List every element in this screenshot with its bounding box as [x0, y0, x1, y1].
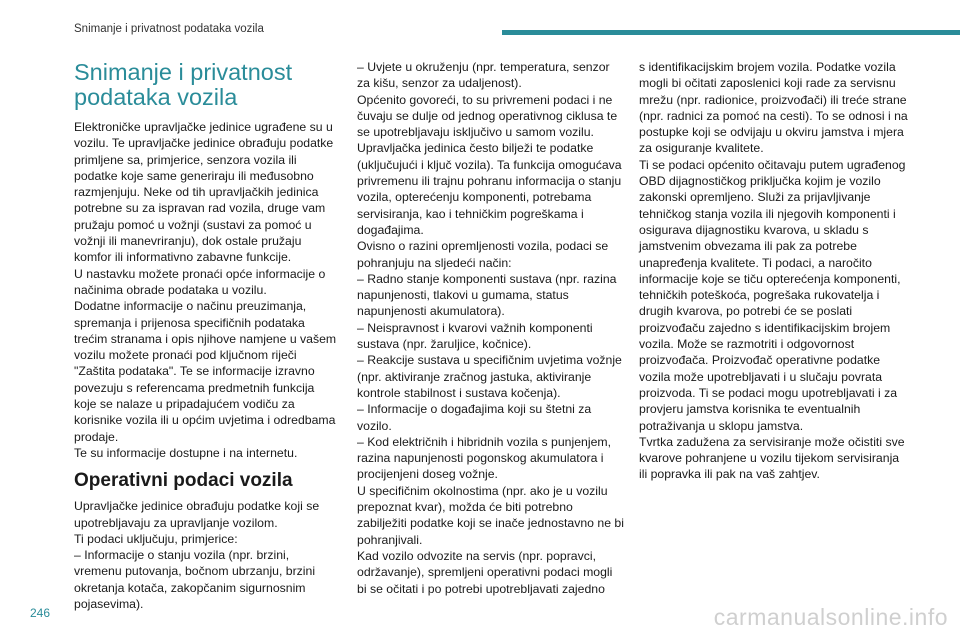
subsection-title: Operativni podaci vozila: [74, 470, 293, 492]
list-item: – Radno stanje komponenti sustava (npr. razina napunjenosti, tlakovi u gumama, status napunjenosti akumulatora).: [357, 271, 617, 319]
section-title: Snimanje i privatnost podataka vozila: [74, 59, 293, 110]
watermark: carmanualsonline.info: [713, 604, 948, 630]
paragraph: U nastavku možete pronaći opće informacije o načinima obrade podataka u vozilu.: [74, 266, 326, 297]
paragraph: Općenito govoreći, to su privremeni podaci i ne čuvaju se dulje od jednog operativnog ciklusa te se upotrebljavaju isključivo u samom vozilu.: [357, 92, 618, 140]
list-item: – Reakcije sustava u specifičnim uvjetima vožnje (npr. aktiviranje zračnog jastuka, aktiviranje kontrole stabilnost i sustava kočenja).: [357, 353, 622, 400]
paragraph: Ovisno o razini opremljenosti vozila, podaci se pohranjuju na sljedeći način:: [357, 239, 609, 270]
paragraph: Dodatne informacije o načinu preuzimanja, spremanja i prijenosa specifičnih podataka trećim stranama i opis njihove namjene u vašem vozilu možete pronaći pod ključnom riječi "Zaštita podataka". Te se informacije izravno povezuju s referencama predmetnih funkcija koje se nalaze u pripadajućem vodiču za korisnike vozila ili u općim uvjetima i odredbama prodaje.: [74, 299, 337, 444]
paragraph: Te su informacije dostupne i na internetu.: [74, 445, 298, 460]
paragraph: Upravljačke jedinice obrađuju podatke koji se upotrebljavaju za upravljanje vozilom.: [74, 499, 320, 530]
running-header-title: Snimanje i privatnost podataka vozila: [74, 23, 264, 35]
paragraph: U specifičnim okolnostima (npr. ako je u vozilu prepoznat kvar), možda će biti potrebno zabilježiti podatke koji se inače jednostavno ne bi pohranjivali.: [357, 483, 624, 547]
paragraph: Ti podaci uključuju, primjerice:: [74, 531, 238, 546]
paragraph: s identifikacijskim brojem vozila. Podatke vozila mogli bi očitati zaposlenici koji rade za servisnu mrežu (npr. radionice, proizvođači) ili treće strane (npr. radnici za pomoć na cesti). To se odnosi i na postupke koji se odvijaju u okviru jamstva i mjera za osiguranje kvalitete.: [639, 60, 908, 156]
paragraph: Upravljačka jedinica često bilježi te podatke (uključujući i ključ vozila). Ta funkcija omogućava privremenu ili trajnu pohranu informacija o stanju vozila, opterećenju komponenti, potrebama servisiranja, kao i tehničkim pogreškama i događajima.: [357, 141, 622, 237]
text-column-3: [639, 59, 909, 483]
text-column-1: [74, 60, 340, 612]
paragraph: Elektroničke upravljačke jedinice ugrađene su u vozilu. Te upravljačke jedinice obrađuju podatke primljene sa, primjerice, senzora vozila ili podatke koje same generiraju ili međusobno razmjenjuju. Neke od tih upravljačkih jedinica potrebne su za ispravan rad vozila, druge vam pružaju pomoć u vožnji (sustavi za pomoć u vožnji ili manevriranju), dok ostale pružaju komfor ili informativno zabavne funkcije.: [74, 120, 334, 265]
paragraph: Ti se podaci općenito očitavaju putem ugrađenog OBD dijagnostičkog priključka kojim je vozilo zakonski opremljeno. Služi za prijavljivanje tehničkog stanja vozila ili njegovih komponenti i osigurava dijagnostiku kvarova, u skladu s jamstvenim obvezama ili pak za potrebe unapređenja kvalitete. Ti podaci, a naročito informacije koje se tiču opterećenja komponenti, tehničkih poteškoća, pogrešaka rukovatelja i drugih kvarova, po potrebi će se poslati proizvođaču zajedno s identifikacijskim brojem vozila. Može se razmotriti i odgovornost proizvođača. Proizvođač operativne podatke vozila može upotrebljavati i u slučaju povrata proizvoda. Ti se podaci mogu upotrebljavati i za provjeru jamstva korisnika te eventualnih potraživanja u sklopu jamstva.: [639, 157, 906, 433]
list-item: – Kod električnih i hibridnih vozila s punjenjem, razina napunjenosti pogonskog akumulatora i procijenjeni doseg vožnje.: [357, 434, 611, 482]
list-item: – Informacije o stanju vozila (npr. brzini, vremenu putovanja, bočnom ubrzanju, brzini okretanja kotača, zakopčanim sigurnosnim pojasevima).: [74, 548, 316, 612]
list-item: – Uvjete u okruženju (npr. temperatura, senzor za kišu, senzor za udaljenost).: [357, 60, 610, 91]
text-column-2: [357, 59, 625, 597]
page-number: 246: [30, 606, 51, 620]
paragraph: Kad vozilo odvozite na servis (npr. popravci, održavanje), spremljeni operativni podaci mogli bi se očitati i po potrebi upotrebljavati zajedno: [357, 548, 613, 596]
paragraph: Tvrtka zadužena za servisiranje može očistiti sve kvarove pohranjene u vozilu tijekom servisiranja ili popravka ili pak na vaš zahtjev.: [639, 434, 905, 482]
header-accent-rule: [502, 30, 960, 35]
list-item: – Neispravnost i kvarovi važnih komponenti sustava (npr. žaruljice, kočnice).: [357, 320, 593, 352]
list-item: – Informacije o događajima koji su štetni za vozilo.: [357, 402, 592, 433]
